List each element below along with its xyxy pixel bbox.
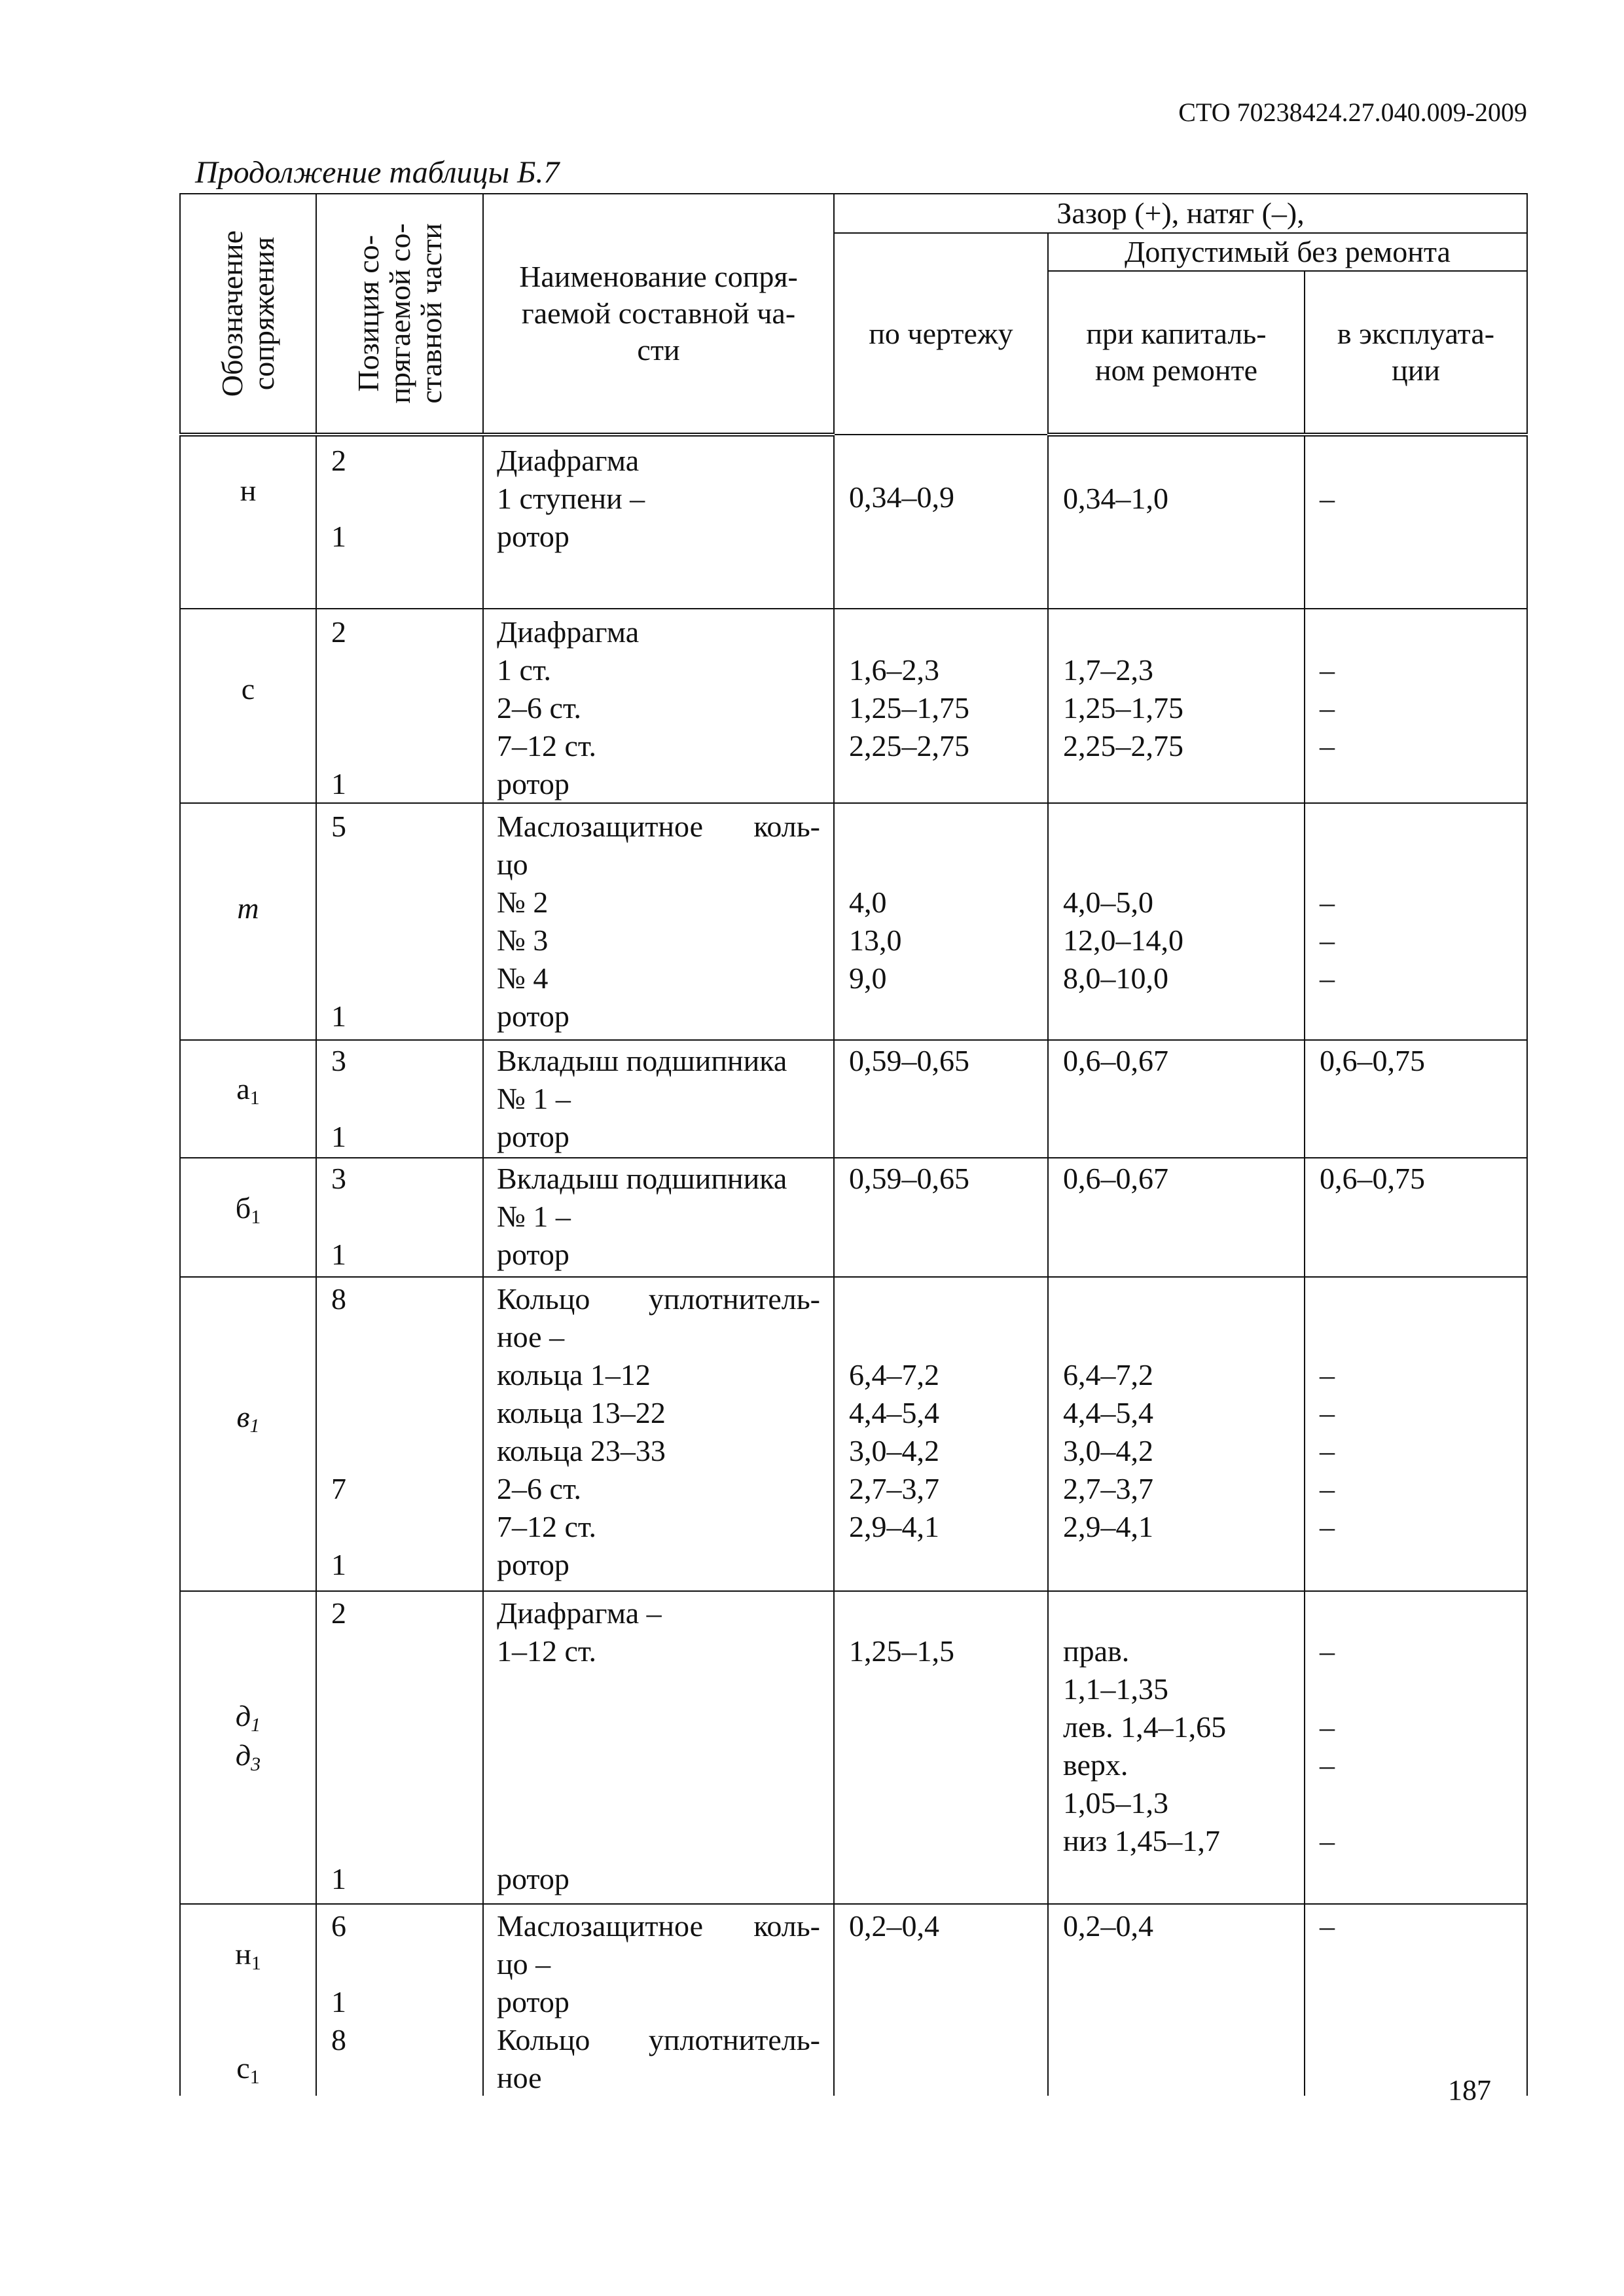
name-line: Диафрагма –: [497, 1596, 662, 1630]
header-position: Позиция со- прягаемой со- ставной части: [316, 194, 483, 435]
table-caption: Продолжение таблицы Б.7: [195, 155, 560, 190]
capital-value: 3,0–4,2: [1063, 1434, 1153, 1467]
capital-value: верх.: [1063, 1748, 1128, 1782]
table-row: [180, 1040, 1527, 1158]
drawing-value: 0,59–0,65: [849, 1162, 969, 1195]
designation-mark: с: [241, 672, 255, 706]
designation-cell: [180, 1591, 316, 1904]
operation-value: –: [1320, 1748, 1335, 1782]
drawing-value: 4,4–5,4: [849, 1396, 939, 1429]
operation-value: –: [1320, 1396, 1335, 1429]
header-capital-repair: при капиталь- ном ремонте: [1048, 271, 1305, 435]
capital-value: 2,25–2,75: [1063, 729, 1183, 762]
name-line: цо –: [497, 1947, 551, 1981]
operation-value: –: [1320, 924, 1335, 957]
clearance-table: [179, 193, 1528, 2096]
name-line: № 4: [497, 961, 549, 995]
drawing-value: 1,25–1,5: [849, 1634, 954, 1668]
header-gap-group: Зазор (+), натяг (–),: [834, 194, 1527, 233]
position-line: 8: [331, 2023, 346, 2056]
drawing-value: 3,0–4,2: [849, 1434, 939, 1467]
designation-mark: $с_1$: [236, 2051, 260, 2088]
operation-cell: [1305, 803, 1527, 1040]
operation-value: –: [1320, 691, 1335, 725]
name-line: 7–12 ст.: [497, 1510, 597, 1543]
name-line: цо: [497, 848, 528, 881]
drawing-value: 1,6–2,3: [849, 653, 939, 687]
name-line: 1 ступени –: [497, 482, 645, 515]
name-line: ротор: [497, 520, 569, 553]
designation-cell: [180, 609, 316, 803]
names-cell: [483, 1158, 834, 1277]
capital-value: лев. 1,4–1,65: [1063, 1710, 1227, 1744]
operation-value: –: [1320, 1434, 1335, 1467]
position-line: 6: [331, 1909, 346, 1943]
name-line: ное –: [497, 1320, 565, 1354]
operation-cell: [1305, 1040, 1527, 1158]
name-line: Диафрагма: [497, 444, 640, 477]
name-line: ротор: [497, 767, 569, 800]
designation-cell: [180, 803, 316, 1040]
name-line: ротор: [497, 1862, 569, 1895]
name-line: ротор: [497, 1985, 569, 2018]
drawing-value: 13,0: [849, 924, 902, 957]
names-cell: [483, 803, 834, 1040]
capital-value: прав.: [1063, 1634, 1130, 1668]
operation-value: –: [1320, 1824, 1335, 1857]
name-line: кольца 23–33: [497, 1434, 666, 1467]
table-row: [180, 803, 1527, 1040]
position-line: 1: [331, 1862, 346, 1895]
header-name: Наименование сопря- гаемой составной ча- сти: [483, 194, 834, 435]
drawing-value: 2,25–2,75: [849, 729, 969, 762]
name-line: № 1 –: [497, 1200, 571, 1233]
name-line: 2–6 ст.: [497, 691, 582, 725]
capital-value: 1,25–1,75: [1063, 691, 1183, 725]
designation-mark: т: [237, 891, 259, 925]
drawing-value: 6,4–7,2: [849, 1358, 939, 1391]
capital-cell: [1048, 1904, 1305, 2096]
capital-cell: [1048, 1591, 1305, 1904]
names-cell: [483, 1040, 834, 1158]
capital-value: 8,0–10,0: [1063, 961, 1168, 995]
designation-mark: $б_1$: [235, 1191, 261, 1228]
names-cell: [483, 609, 834, 803]
name-line: кольца 13–22: [497, 1396, 666, 1429]
position-line: 1: [331, 999, 346, 1033]
operation-value: –: [1320, 1472, 1335, 1505]
position-line: 1: [331, 1548, 346, 1581]
names-cell: [483, 1277, 834, 1591]
drawing-cell: [834, 435, 1048, 609]
capital-value: 0,34–1,0: [1063, 482, 1168, 515]
capital-value: 6,4–7,2: [1063, 1358, 1153, 1391]
capital-value: 2,9–4,1: [1063, 1510, 1153, 1543]
drawing-value: 0,34–0,9: [849, 480, 954, 514]
header-by-drawing: по чертежу: [834, 233, 1048, 435]
capital-value: 4,4–5,4: [1063, 1396, 1153, 1429]
operation-cell: [1305, 435, 1527, 609]
table-row: [180, 1158, 1527, 1277]
position-line: 1: [331, 1238, 346, 1271]
position-line: 3: [331, 1044, 346, 1077]
positions-cell: [316, 1040, 483, 1158]
page-number: 187: [1448, 2074, 1491, 2106]
name-line: Вкладыш подшипника: [497, 1044, 787, 1077]
designation-mark: $а_1$: [236, 1072, 260, 1109]
positions-cell: [316, 1277, 483, 1591]
table-header: [180, 194, 1527, 435]
name-line: 2–6 ст.: [497, 1472, 582, 1505]
operation-value: –: [1320, 1358, 1335, 1391]
drawing-value: 1,25–1,75: [849, 691, 969, 725]
operation-value: –: [1320, 886, 1335, 919]
drawing-cell: [834, 609, 1048, 803]
drawing-cell: [834, 803, 1048, 1040]
drawing-value: 2,9–4,1: [849, 1510, 939, 1543]
drawing-value: 9,0: [849, 961, 887, 995]
position-line: 3: [331, 1162, 346, 1195]
capital-value: низ 1,45–1,7: [1063, 1824, 1220, 1857]
capital-cell: [1048, 803, 1305, 1040]
name-line: Вкладыш подшипника: [497, 1162, 787, 1195]
designation-mark: $д_1$: [235, 1699, 261, 1736]
operation-value: 0,6–0,75: [1320, 1044, 1425, 1077]
capital-value: 1,7–2,3: [1063, 653, 1153, 687]
names-cell: [483, 1904, 834, 2096]
position-line: 1: [331, 1985, 346, 2018]
capital-value: 1,1–1,35: [1063, 1672, 1168, 1706]
name-line: Маслозащитное коль-: [497, 810, 820, 843]
name-line: Кольцо уплотнитель-: [497, 1282, 820, 1316]
name-line: ротор: [497, 1120, 569, 1153]
table-row: [180, 1904, 1527, 2096]
capital-value: 12,0–14,0: [1063, 924, 1183, 957]
positions-cell: [316, 803, 483, 1040]
operation-value: 0,6–0,75: [1320, 1162, 1425, 1195]
designation-mark: н: [240, 474, 257, 507]
table-row: [180, 609, 1527, 803]
position-line: 5: [331, 810, 346, 843]
drawing-value: 4,0: [849, 886, 887, 919]
drawing-cell: [834, 1591, 1048, 1904]
operation-value: –: [1320, 961, 1335, 995]
name-line: кольца 1–12: [497, 1358, 651, 1391]
drawing-value: 2,7–3,7: [849, 1472, 939, 1505]
name-line: Кольцо уплотнитель-: [497, 2023, 820, 2056]
name-line: ное: [497, 2061, 542, 2094]
operation-cell: [1305, 609, 1527, 803]
header-designation: Обозначение сопряжения: [180, 194, 316, 435]
designation-cell: [180, 1904, 316, 2096]
position-line: 2: [331, 615, 346, 649]
name-line: 1–12 ст.: [497, 1634, 597, 1668]
names-cell: [483, 1591, 834, 1904]
designation-cell: [180, 435, 316, 609]
position-line: 2: [331, 444, 346, 477]
position-line: 8: [331, 1282, 346, 1316]
name-line: Маслозащитное коль-: [497, 1909, 820, 1943]
capital-value: 0,2–0,4: [1063, 1909, 1153, 1943]
positions-cell: [316, 1591, 483, 1904]
position-line: 1: [331, 1120, 346, 1153]
drawing-value: 0,2–0,4: [849, 1909, 939, 1943]
names-cell: [483, 435, 834, 609]
operation-value: –: [1320, 729, 1335, 762]
drawing-cell: [834, 1040, 1048, 1158]
drawing-cell: [834, 1158, 1048, 1277]
operation-value: –: [1320, 1634, 1335, 1668]
operation-value: –: [1320, 482, 1335, 515]
drawing-cell: [834, 1277, 1048, 1591]
table-row: [180, 1591, 1527, 1904]
operation-cell: [1305, 1277, 1527, 1591]
name-line: 7–12 ст.: [497, 729, 597, 762]
operation-cell: [1305, 1591, 1527, 1904]
table-row: [180, 1277, 1527, 1591]
capital-cell: [1048, 1158, 1305, 1277]
designation-cell: [180, 1158, 316, 1277]
capital-value: 4,0–5,0: [1063, 886, 1153, 919]
operation-value: –: [1320, 653, 1335, 687]
header-operation: в эксплуата- ции: [1305, 271, 1527, 435]
header-allowed-group: Допустимый без ремонта: [1048, 233, 1527, 271]
designation-cell: [180, 1040, 316, 1158]
positions-cell: [316, 435, 483, 609]
name-line: ротор: [497, 1548, 569, 1581]
name-line: ротор: [497, 1238, 569, 1271]
table-row: [180, 435, 1527, 609]
operation-value: –: [1320, 1909, 1335, 1943]
name-line: Диафрагма: [497, 615, 640, 649]
drawing-cell: [834, 1904, 1048, 2096]
designation-mark: $н_1$: [235, 1937, 261, 1974]
drawing-value: 0,59–0,65: [849, 1044, 969, 1077]
capital-value: 0,6–0,67: [1063, 1162, 1168, 1195]
table-body: [180, 435, 1527, 2096]
positions-cell: [316, 609, 483, 803]
capital-cell: [1048, 1277, 1305, 1591]
name-line: ротор: [497, 999, 569, 1033]
positions-cell: [316, 1904, 483, 2096]
positions-cell: [316, 1158, 483, 1277]
position-line: 2: [331, 1596, 346, 1630]
operation-value: –: [1320, 1710, 1335, 1744]
capital-cell: [1048, 435, 1305, 609]
capital-value: 1,05–1,3: [1063, 1786, 1168, 1820]
name-line: № 1 –: [497, 1082, 571, 1115]
name-line: 1 ст.: [497, 653, 552, 687]
designation-cell: [180, 1277, 316, 1591]
position-line: 7: [331, 1472, 346, 1505]
name-line: № 3: [497, 924, 549, 957]
capital-cell: [1048, 1040, 1305, 1158]
operation-value: –: [1320, 1510, 1335, 1543]
capital-cell: [1048, 609, 1305, 803]
designation-mark: $в_1$: [236, 1400, 260, 1437]
designation-mark: $д_3$: [235, 1738, 261, 1775]
position-line: 1: [331, 520, 346, 553]
position-line: 1: [331, 767, 346, 800]
capital-value: 0,6–0,67: [1063, 1044, 1168, 1077]
name-line: № 2: [497, 886, 549, 919]
capital-value: 2,7–3,7: [1063, 1472, 1153, 1505]
operation-cell: [1305, 1158, 1527, 1277]
document-code: СТО 70238424.27.040.009-2009: [1178, 98, 1527, 127]
operation-cell: [1305, 1904, 1527, 2096]
